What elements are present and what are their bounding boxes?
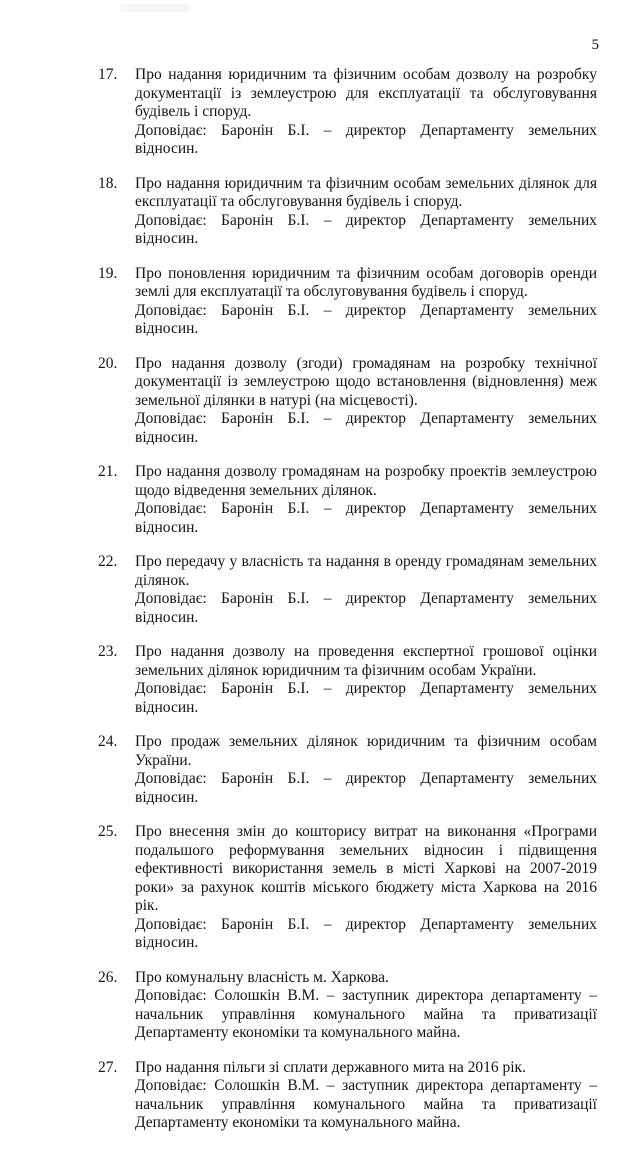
- agenda-item-body: [135, 1059, 597, 1133]
- agenda-item-title: Про надання юридичним та фізичним особам дозволу на розробку документації із землеустрою для експлуатації та обслуговування будівель і споруд.: [135, 66, 597, 120]
- agenda-item: [0, 355, 643, 448]
- agenda-item-title: Про поновлення юридичним та фізичним особам договорів оренди землі для експлуатації та обслуговування будівель і споруд.: [135, 264, 597, 300]
- agenda-item: [0, 553, 643, 627]
- agenda-item-body: [135, 175, 597, 249]
- agenda-item-speaker: Доповідає: Баронін Б.І. – директор Департаменту земельних відносин.: [135, 770, 597, 806]
- agenda-item-title: Про надання дозволу (згоди) громадянам на розробку технічної документації із землеустрою щодо встановлення (відновлення) меж земельної ділянки в натурі (на місцевості).: [135, 354, 597, 409]
- agenda-item-body: [135, 823, 597, 953]
- agenda-item-body: [135, 643, 597, 717]
- agenda-item-speaker: Доповідає: Баронін Б.І. – директор Департаменту земельних відносин.: [135, 410, 597, 446]
- scan-artifact: [120, 4, 190, 12]
- agenda-item-number: 20.: [98, 354, 118, 372]
- agenda-item: [0, 733, 643, 807]
- agenda-list: [0, 66, 643, 1149]
- agenda-item-body: [135, 66, 597, 159]
- agenda-item-speaker: Доповідає: Баронін Б.І. – директор Департаменту земельних відносин.: [135, 590, 597, 626]
- agenda-item-body: [135, 463, 597, 537]
- agenda-item: [0, 1059, 643, 1133]
- agenda-item: [0, 265, 643, 339]
- agenda-item-number: 18.: [98, 174, 118, 192]
- agenda-item-speaker: Доповідає: Баронін Б.І. – директор Департаменту земельних відносин.: [135, 211, 597, 247]
- agenda-item-speaker: Доповідає: Баронін Б.І. – директор Департаменту земельних відносин.: [135, 500, 597, 536]
- agenda-item: [0, 66, 643, 159]
- agenda-item-body: [135, 265, 597, 339]
- agenda-item-body: [135, 733, 597, 807]
- agenda-item-title: Про передачу у власність та надання в оренду громадянам земельних ділянок.: [135, 553, 597, 589]
- agenda-item-title: Про надання дозволу громадянам на розробку проектів землеустрою щодо відведення земельних ділянок.: [135, 463, 597, 499]
- page-number: 5: [591, 37, 599, 53]
- agenda-item-body: [135, 553, 597, 627]
- agenda-item-speaker: Доповідає: Баронін Б.І. – директор Департаменту земельних відносин.: [135, 915, 597, 951]
- agenda-item-title: Про комунальну власність м. Харкова.: [135, 968, 389, 986]
- agenda-item-body: [135, 355, 597, 448]
- agenda-item-speaker: Доповідає: Баронін Б.І. – директор Департаменту земельних відносин.: [135, 301, 597, 337]
- agenda-item-number: 27.: [98, 1058, 118, 1076]
- agenda-item-title: Про надання дозволу на проведення експертної грошової оцінки земельних ділянок юридичним та фізичним особам України.: [135, 643, 597, 679]
- agenda-item-body: [135, 969, 597, 1043]
- agenda-item-number: 26.: [98, 968, 118, 986]
- agenda-item: [0, 969, 643, 1043]
- agenda-item: [0, 175, 643, 249]
- agenda-item-speaker: Доповідає: Солошкін В.М. – заступник директора департаменту – начальник управління комунального майна та приватизації Департаменту економіки та комунального майна.: [135, 987, 597, 1041]
- agenda-item: [0, 823, 643, 953]
- agenda-item: [0, 463, 643, 537]
- agenda-item-title: Про продаж земельних ділянок юридичним та фізичним особам України.: [135, 733, 597, 769]
- agenda-item-speaker: Доповідає: Баронін Б.І. – директор Департаменту земельних відносин.: [135, 121, 597, 157]
- agenda-item-number: 21.: [98, 463, 118, 480]
- agenda-item-title: Про внесення змін до кошторису витрат на виконання «Програми подальшого реформування земельних відносин і підвищення ефективності використання земель в місті Харкові на 2007-2019 роки» за рахунок коштів міського бюджету міста Харкова на 2016 рік.: [135, 823, 597, 914]
- agenda-item-number: 25.: [98, 823, 118, 840]
- agenda-item-number: 23.: [98, 643, 118, 660]
- agenda-item: [0, 643, 643, 717]
- agenda-item-number: 19.: [98, 264, 118, 282]
- agenda-item-number: 24.: [98, 733, 118, 750]
- agenda-item-title: Про надання пільги зі сплати державного мита на 2016 рік.: [135, 1058, 526, 1076]
- agenda-item-speaker: Доповідає: Баронін Б.І. – директор Департаменту земельних відносин.: [135, 680, 597, 716]
- agenda-item-number: 17.: [98, 66, 118, 83]
- agenda-item-number: 22.: [98, 553, 118, 570]
- agenda-item-title: Про надання юридичним та фізичним особам земельних ділянок для експлуатації та обслуговування будівель і споруд.: [135, 174, 597, 210]
- agenda-item-speaker: Доповідає: Солошкін В.М. – заступник директора департаменту – начальник управління комунального майна та приватизації Департаменту економіки та комунального майна.: [135, 1077, 597, 1131]
